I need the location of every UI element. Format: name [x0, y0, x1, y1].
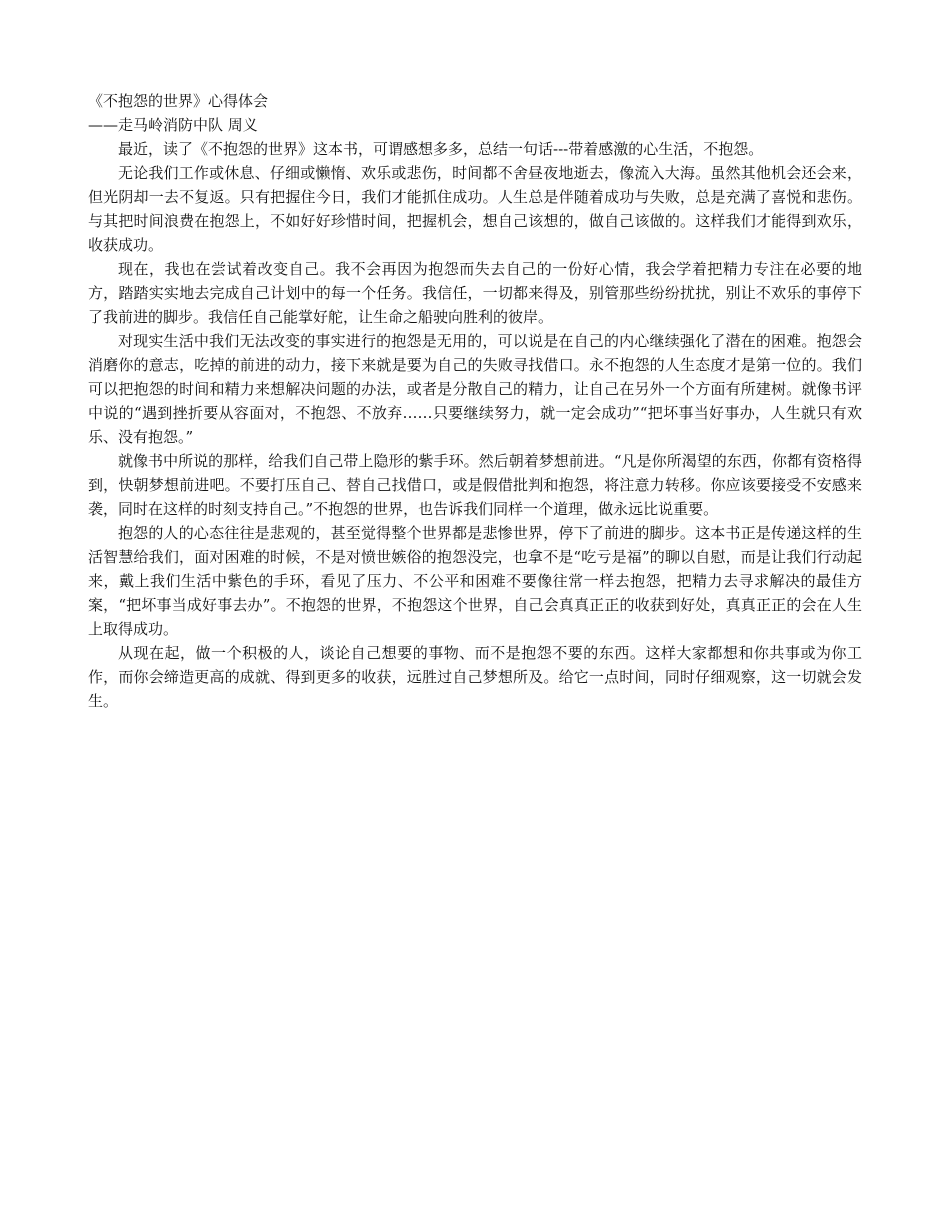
paragraph-7: 从现在起，做一个积极的人，谈论自己想要的事物、而不是抱怨不要的东西。这样大家都想和你共事或为你工作，而你会缔造更高的成就、得到更多的收获，远胜过自己梦想所及。给它一点时间，同时仔细观察，这一切就会发生。 [88, 644, 862, 710]
document-body [88, 89, 862, 713]
document-author: ——走马岭消防中队 周义 [88, 116, 258, 134]
paragraph-5: 就像书中所说的那样，给我们自己带上隐形的紫手环。然后朝着梦想前进。“凡是你所渴望的东西，你都有资格得到，快朝梦想前进吧。不要打压自己、替自己找借口，或是假借批判和抱怨，将注意力转移。你应该要接受不安感来袭，同时在这样的时刻支持自己。”不抱怨的世界，也告诉我们同样一个道理，做永远比说重要。 [88, 452, 862, 518]
paragraph-1: 最近，读了《不抱怨的世界》这本书，可谓感想多多，总结一句话---带着感激的心生活，不抱怨。 [118, 140, 764, 158]
paragraph-6: 抱怨的人的心态往往是悲观的，甚至觉得整个世界都是悲惨世界，停下了前进的脚步。这本书正是传递这样的生活智慧给我们，面对困难的时候，不是对愤世嫉俗的抱怨没完，也拿不是“吃亏是福”的聊以自慰，而是让我们行动起来，戴上我们生活中紫色的手环，看见了压力、不公平和困难不要像往常一样去抱怨，把精力去寻求解决的最佳方案，“把坏事当成好事去办”。不抱怨的世界，不抱怨这个世界，自己会真真正正的收获到好处，真真正正的会在人生上取得成功。 [88, 524, 862, 638]
paragraph-4: 对现实生活中我们无法改变的事实进行的抱怨是无用的，可以说是在自己的内心继续强化了潜在的困难。抱怨会消磨你的意志，吃掉的前进的动力，接下来就是要为自己的失败寻找借口。永不抱怨的人生态度才是第一位的。我们可以把抱怨的时间和精力来想解决问题的办法，或者是分散自己的精力，让自己在另外一个方面有所建树。就像书评中说的“遇到挫折要从容面对，不抱怨、不放弃……只要继续努力，就一定会成功”“把坏事当好事办，人生就只有欢乐、没有抱怨。” [88, 332, 862, 446]
paragraph-3: 现在，我也在尝试着改变自己。我不会再因为抱怨而失去自己的一份好心情，我会学着把精力专注在必要的地方，踏踏实实地去完成自己计划中的每一个任务。我信任，一切都来得及，别管那些纷纷扰扰，别让不欢乐的事停下了我前进的脚步。我信任自己能掌好舵，让生命之船驶向胜利的彼岸。 [88, 260, 862, 326]
document-title: 《不抱怨的世界》心得体会 [88, 92, 269, 110]
paragraph-2: 无论我们工作或休息、仔细或懒惰、欢乐或悲伤，时间都不舍昼夜地逝去，像流入大海。虽然其他机会还会来，但光阴却一去不复返。只有把握住今日，我们才能抓住成功。人生总是伴随着成功与失败，总是充满了喜悦和悲伤。与其把时间浪费在抱怨上，不如好好珍惜时间，把握机会，想自己该想的，做自己该做的。这样我们才能得到欢乐，收获成功。 [88, 164, 862, 254]
